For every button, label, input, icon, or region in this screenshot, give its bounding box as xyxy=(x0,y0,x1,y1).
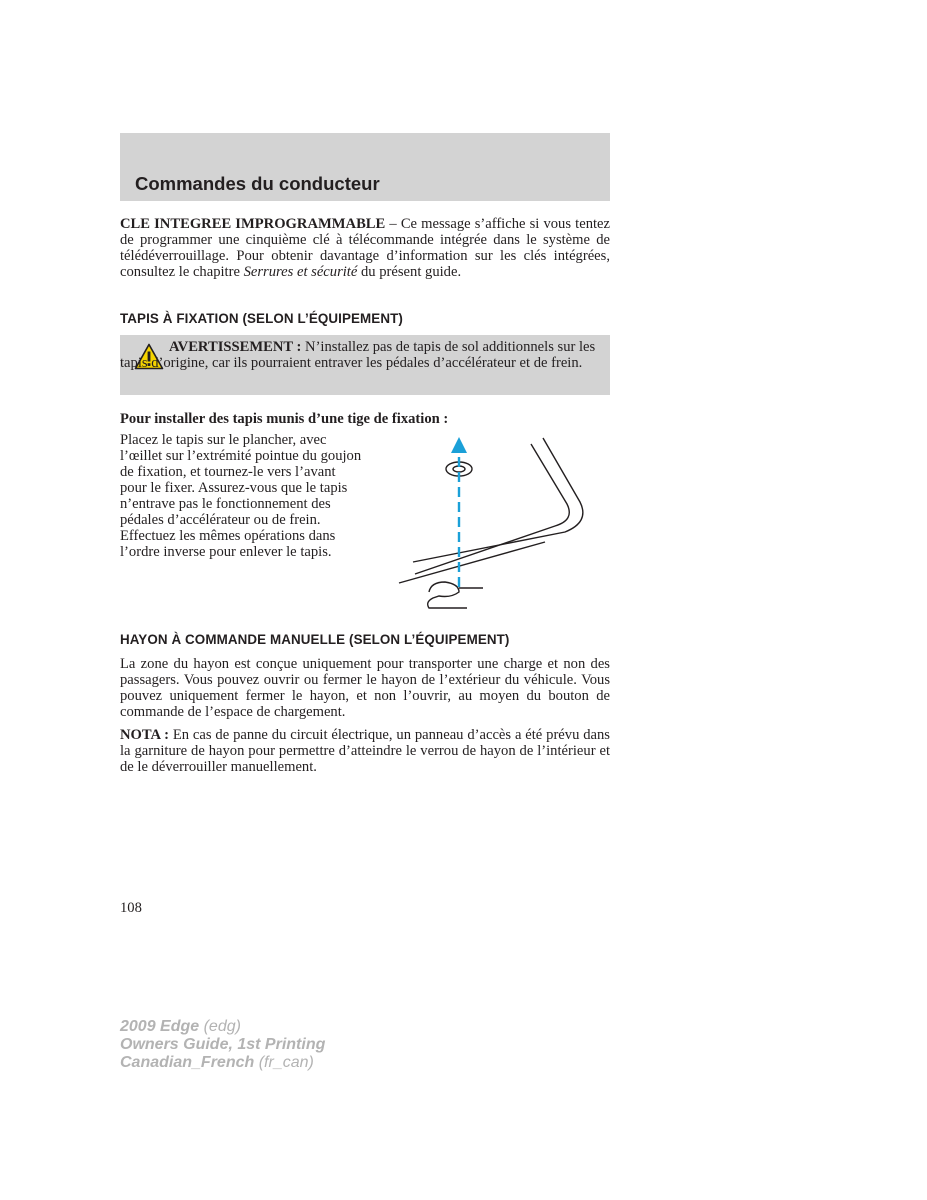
footer-model: 2009 Edge xyxy=(120,1018,200,1035)
intro-text-after: du présent guide. xyxy=(357,264,462,280)
liftgate-paragraph: La zone du hayon est conçue uniquement pour transporter une charge et non des passagers. Vous pouvez ouvrir ou fermer le hayon de l’extérieur du véhicule. Vous pouvez uniquement fermer le hayon, et non l’ouvrir, au moyen du bouton de commande de l’espace de chargement. xyxy=(120,656,610,720)
chapter-reference: Serrures et sécurité xyxy=(243,264,358,280)
note-paragraph xyxy=(120,727,610,775)
footer-locale-code: (fr_can) xyxy=(254,1054,314,1071)
warning-label: AVERTISSEMENT : xyxy=(169,339,302,355)
intro-paragraph xyxy=(120,216,610,280)
footer-model-code: (edg) xyxy=(199,1018,241,1035)
install-instructions: Placez le tapis sur le plancher, avec l’œillet sur l’extrémité pointue du goujon de fixation, et tournez-le vers l’avant pour le fixer. Assurez-vous que le tapis n’entrave pas le fonctionnement des pédales d’accélérateur ou de frein. Effectuez les mêmes opérations dans l’ordre inverse pour enlever le tapis. xyxy=(120,432,362,560)
page-number: 108 xyxy=(120,900,142,916)
footer-guide-line xyxy=(120,1036,325,1054)
footer-guide: Owners Guide, 1st Printing xyxy=(120,1036,326,1053)
warning-text xyxy=(120,339,598,371)
page-title: Commandes du conducteur xyxy=(135,173,380,194)
footer-locale: Canadian_French xyxy=(120,1054,255,1071)
warning-body: N’installez pas de tapis de sol additionnels sur les tapis d’origine, car ils pourraient entraver les pédales d’accélérateur et de frein. xyxy=(120,339,596,371)
document-footer xyxy=(120,1018,325,1072)
footer-model-line xyxy=(120,1018,325,1036)
install-heading-text: Pour installer des tapis munis d’une tige de fixation : xyxy=(120,411,449,427)
warning-box xyxy=(120,335,610,395)
intro-term: CLE INTEGREE IMPROGRAMMABLE xyxy=(120,216,386,232)
mats-heading: TAPIS À FIXATION (SELON L’ÉQUIPEMENT) xyxy=(120,311,403,326)
floor-mat-retention-post-illustration xyxy=(395,432,495,612)
liftgate-heading: HAYON À COMMANDE MANUELLE (SELON L’ÉQUIPEMENT) xyxy=(120,632,510,647)
install-heading xyxy=(120,411,610,427)
note-label: NOTA : xyxy=(120,727,169,743)
intro-text-before: – Ce message s’affiche si vous tentez de programmer une cinquième clé à télécommande intégrée dans le système de télédéverrouillage. Pour obtenir davantage d’information sur les clés intégrées, consultez le chapitre xyxy=(120,216,610,280)
footer-locale-line xyxy=(120,1054,325,1072)
note-text: En cas de panne du circuit électrique, un panneau d’accès a été prévu dans la garniture de hayon pour permettre d’atteindre le verrou de hayon de l’intérieur et de le déverrouiller manuellement. xyxy=(120,727,610,775)
section-header-band xyxy=(120,133,610,201)
